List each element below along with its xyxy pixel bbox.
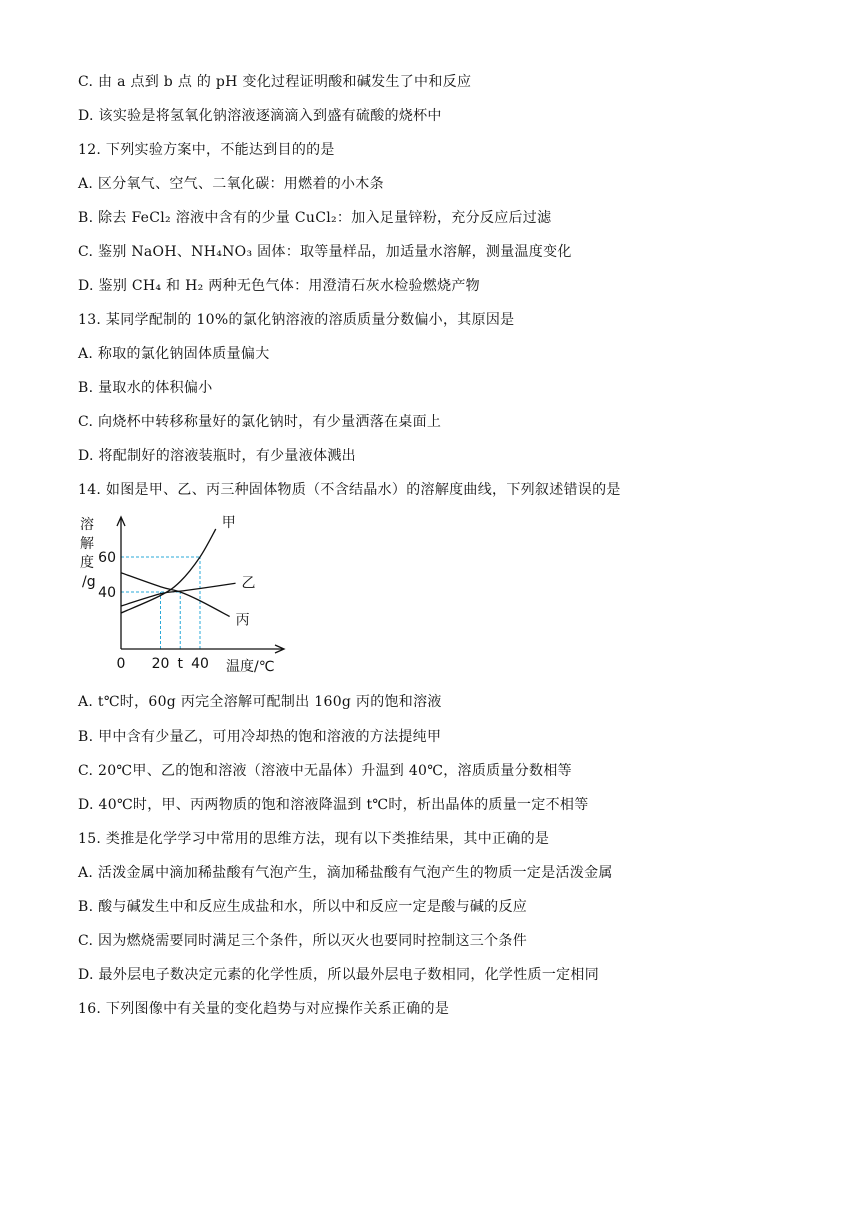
series-label-jia: 甲	[221, 515, 236, 531]
line-q13: 13. 某同学配制的 10%的氯化钠溶液的溶质质量分数偏小，其原因是	[78, 312, 515, 328]
curve-bing	[121, 573, 230, 617]
y-axis-label-char: 解	[80, 536, 94, 552]
line-c13: C. 向烧杯中转移称量好的氯化钠时，有少量洒落在桌面上	[78, 414, 442, 430]
line-c12: C. 鉴别 NaOH、NH₄NO₃ 固体：取等量样品，加适量水溶解，测量温度变化	[78, 244, 572, 260]
curve-jia	[121, 529, 216, 613]
line-q15: 15. 类推是化学学习中常用的思维方法，现有以下类推结果，其中正确的是	[78, 831, 550, 847]
line-c11: C. 由 a 点到 b 点 的 pH 变化过程证明酸和碱发生了中和反应	[78, 74, 472, 90]
x-tick-label: 0	[116, 656, 126, 672]
line-d13: D. 将配制好的溶液装瓶时，有少量液体溅出	[78, 448, 356, 464]
series-label-yi: 乙	[241, 575, 256, 592]
x-tick-label: t	[177, 656, 183, 672]
line-b12: B. 除去 FeCl₂ 溶液中含有的少量 CuCl₂：加入足量锌粉，充分反应后过滤	[78, 210, 552, 226]
x-axis-label: 温度/℃	[226, 659, 275, 675]
solubility-chart	[78, 512, 293, 677]
y-tick-label: 40	[98, 585, 116, 601]
line-q16: 16. 下列图像中有关量的变化趋势与对应操作关系正确的是	[78, 1001, 450, 1017]
line-b14: B. 甲中含有少量乙，可用冷却热的饱和溶液的方法提纯甲	[78, 729, 442, 745]
y-tick-label: 60	[98, 550, 116, 566]
y-axis-label-char: 溶	[80, 517, 94, 533]
x-tick-label: 40	[191, 656, 209, 672]
line-b13: B. 量取水的体积偏小	[78, 380, 213, 396]
x-tick-label: 20	[151, 656, 170, 672]
line-q14: 14. 如图是甲、乙、丙三种固体物质（不含结晶水）的溶解度曲线，下列叙述错误的是	[78, 482, 621, 498]
line-q12: 12. 下列实验方案中，不能达到目的的是	[78, 142, 335, 158]
line-c14: C. 20℃甲、乙的饱和溶液（溶液中无晶体）升温到 40℃，溶质质量分数相等	[78, 763, 572, 779]
y-axis-label-char: /g	[82, 574, 96, 590]
line-b15: B. 酸与碱发生中和反应生成盐和水，所以中和反应一定是酸与碱的反应	[78, 899, 528, 915]
line-d11: D. 该实验是将氢氧化钠溶液逐滴滴入到盛有硫酸的烧杯中	[78, 108, 442, 124]
solubility-chart-svg	[78, 512, 293, 677]
line-d14: D. 40℃时，甲、丙两物质的饱和溶液降温到 t℃时，析出晶体的质量一定不相等	[78, 797, 589, 813]
line-a13: A. 称取的氯化钠固体质量偏大	[78, 346, 270, 362]
line-c15: C. 因为燃烧需要同时满足三个条件，所以灭火也要同时控制这三个条件	[78, 933, 528, 949]
series-label-bing: 丙	[235, 612, 250, 629]
line-d15: D. 最外层电子数决定元素的化学性质，所以最外层电子数相同，化学性质一定相同	[78, 967, 600, 983]
line-a12: A. 区分氧气、空气、二氧化碳：用燃着的小木条	[78, 176, 384, 192]
line-d12: D. 鉴别 CH₄ 和 H₂ 两种无色气体：用澄清石灰水检验燃烧产物	[78, 278, 480, 294]
line-a15: A. 活泼金属中滴加稀盐酸有气泡产生，滴加稀盐酸有气泡产生的物质一定是活泼金属	[78, 865, 613, 881]
curve-yi	[121, 583, 236, 606]
y-axis-label-char: 度	[80, 555, 94, 571]
line-a14: A. t℃时，60g 丙完全溶解可配制出 160g 丙的饱和溶液	[78, 694, 442, 710]
